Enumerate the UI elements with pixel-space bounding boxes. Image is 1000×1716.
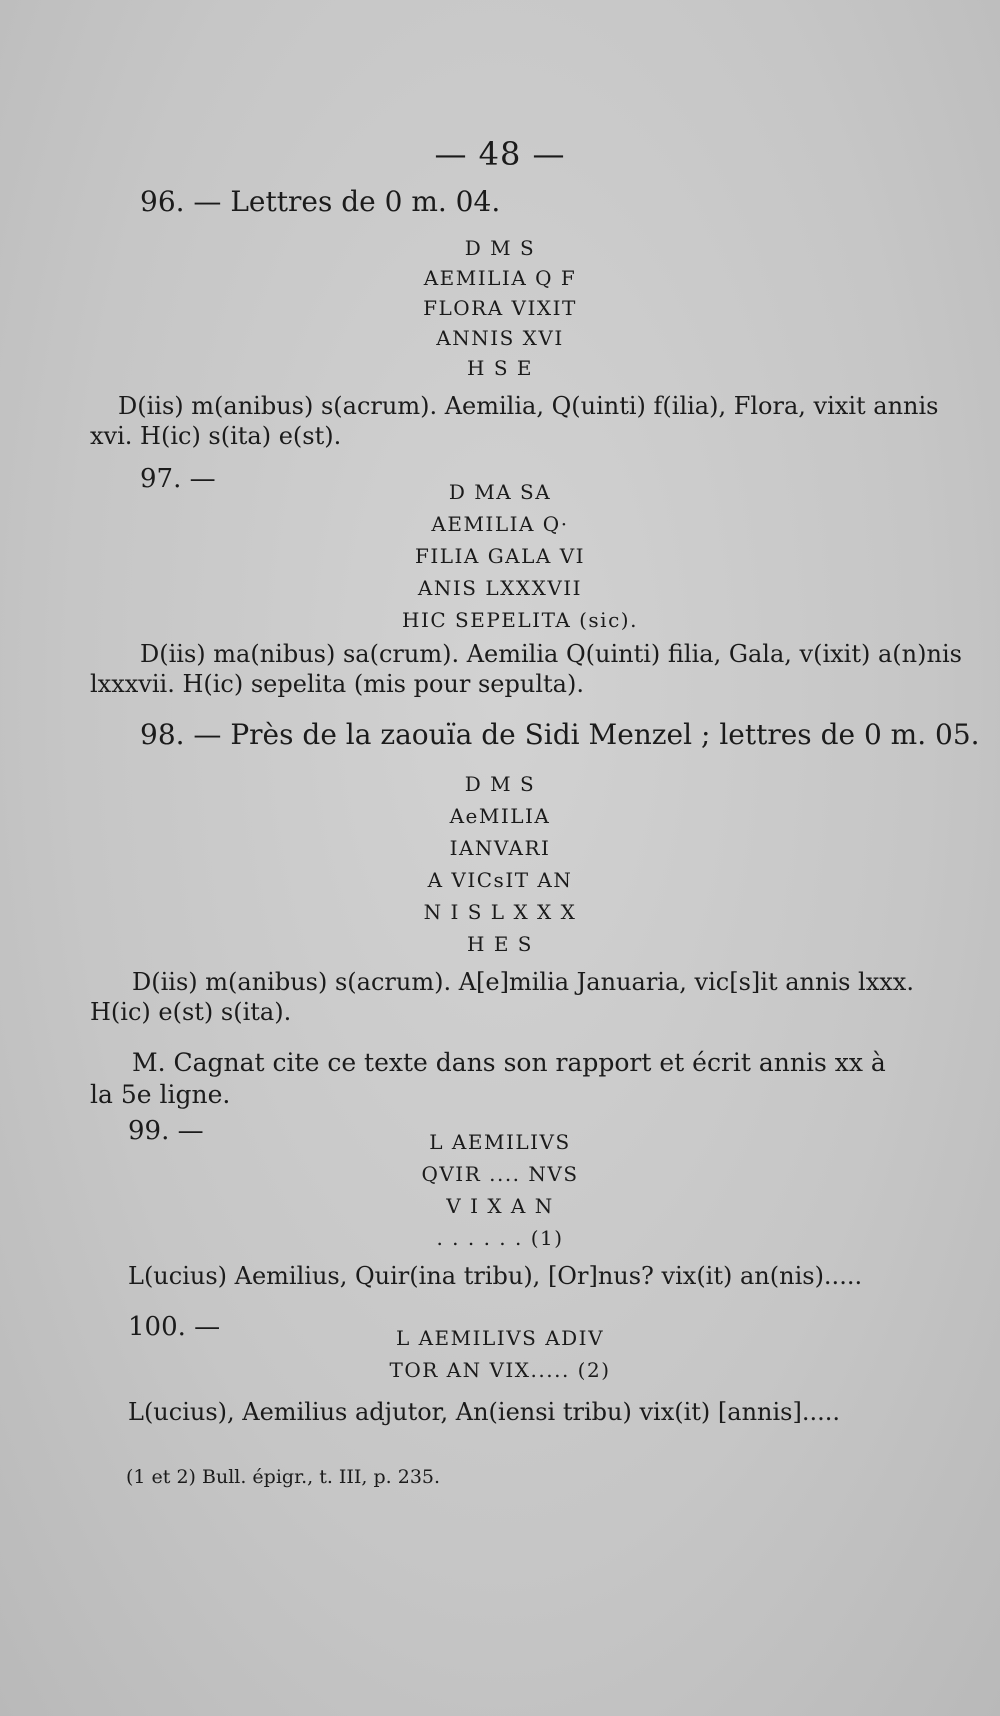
entry-98-note: la 5e ligne. bbox=[90, 1080, 231, 1109]
entry-99-inscription-line: QVIR .... NVS bbox=[421, 1162, 579, 1186]
entry-96-heading: 96. — Lettres de 0 m. 04. bbox=[140, 185, 501, 218]
entry-96-inscription-line: D M S bbox=[464, 236, 536, 260]
entry-97-inscription-line: HIC SEPELITA (sic). bbox=[402, 608, 638, 632]
page-number: — 48 — bbox=[434, 135, 566, 173]
entry-100-translation: L(ucius), Aemilius adjutor, An(iensi tribu) vix(it) [annis]..... bbox=[128, 1398, 840, 1426]
entry-99-inscription-line: . . . . . . (1) bbox=[436, 1226, 564, 1250]
entry-100-inscription-line: TOR AN VIX..... (2) bbox=[389, 1358, 611, 1382]
footnote: (1 et 2) Bull. épigr., t. III, p. 235. bbox=[126, 1466, 441, 1488]
entry-97-inscription-line: D MA SA bbox=[448, 480, 552, 504]
entry-98-inscription-line: AeMILIA bbox=[449, 804, 551, 828]
entry-96-translation: xvi. H(ic) s(ita) e(st). bbox=[90, 422, 342, 450]
entry-98-inscription-line: A VICsIT AN bbox=[427, 868, 573, 892]
entry-98-inscription-line: IANVARI bbox=[449, 836, 551, 860]
entry-98-inscription-line: H E S bbox=[467, 932, 533, 956]
entry-99-translation: L(ucius) Aemilius, Quir(ina tribu), [Or]nus? vix(it) an(nis)..... bbox=[128, 1262, 863, 1290]
entry-98-note: M. Cagnat cite ce texte dans son rapport et écrit annis xx à bbox=[132, 1048, 886, 1077]
entry-99-inscription-line: V I X A N bbox=[446, 1194, 554, 1218]
entry-100-inscription-line: L AEMILIVS ADIV bbox=[395, 1326, 605, 1350]
entry-96-translation: D(iis) m(anibus) s(acrum). Aemilia, Q(uinti) f(ilia), Flora, vixit annis bbox=[118, 392, 939, 420]
entry-97-translation: lxxxvii. H(ic) sepelita (mis pour sepulta). bbox=[90, 670, 584, 698]
entry-98-inscription-line: N I S L X X X bbox=[423, 900, 577, 924]
entry-97-inscription-line: FILIA GALA VI bbox=[414, 544, 586, 568]
entry-98-translation: H(ic) e(st) s(ita). bbox=[90, 998, 292, 1026]
entry-100-heading: 100. — bbox=[128, 1312, 221, 1342]
entry-96-inscription-line: AEMILIA Q F bbox=[423, 266, 577, 290]
entry-96-inscription-line: FLORA VIXIT bbox=[423, 296, 577, 320]
entry-97-inscription-line: ANIS LXXXVII bbox=[417, 576, 583, 600]
entry-98-inscription-line: D M S bbox=[464, 772, 536, 796]
entry-98-heading: 98. — Près de la zaouïa de Sidi Menzel ; lettres de 0 m. 05. bbox=[140, 718, 980, 751]
entry-97-translation: D(iis) ma(nibus) sa(crum). Aemilia Q(uinti) filia, Gala, v(ixit) a(n)nis bbox=[140, 640, 962, 668]
entry-97-inscription-line: AEMILIA Q· bbox=[431, 512, 569, 536]
entry-96-inscription-line: H S E bbox=[467, 356, 533, 380]
entry-99-heading: 99. — bbox=[128, 1116, 204, 1146]
entry-96-inscription-line: ANNIS XVI bbox=[436, 326, 564, 350]
entry-98-translation: D(iis) m(anibus) s(acrum). A[e]milia Januaria, vic[s]it annis lxxx. bbox=[132, 968, 914, 996]
entry-97-heading: 97. — bbox=[140, 464, 216, 494]
entry-99-inscription-line: L AEMILIVS bbox=[429, 1130, 571, 1154]
